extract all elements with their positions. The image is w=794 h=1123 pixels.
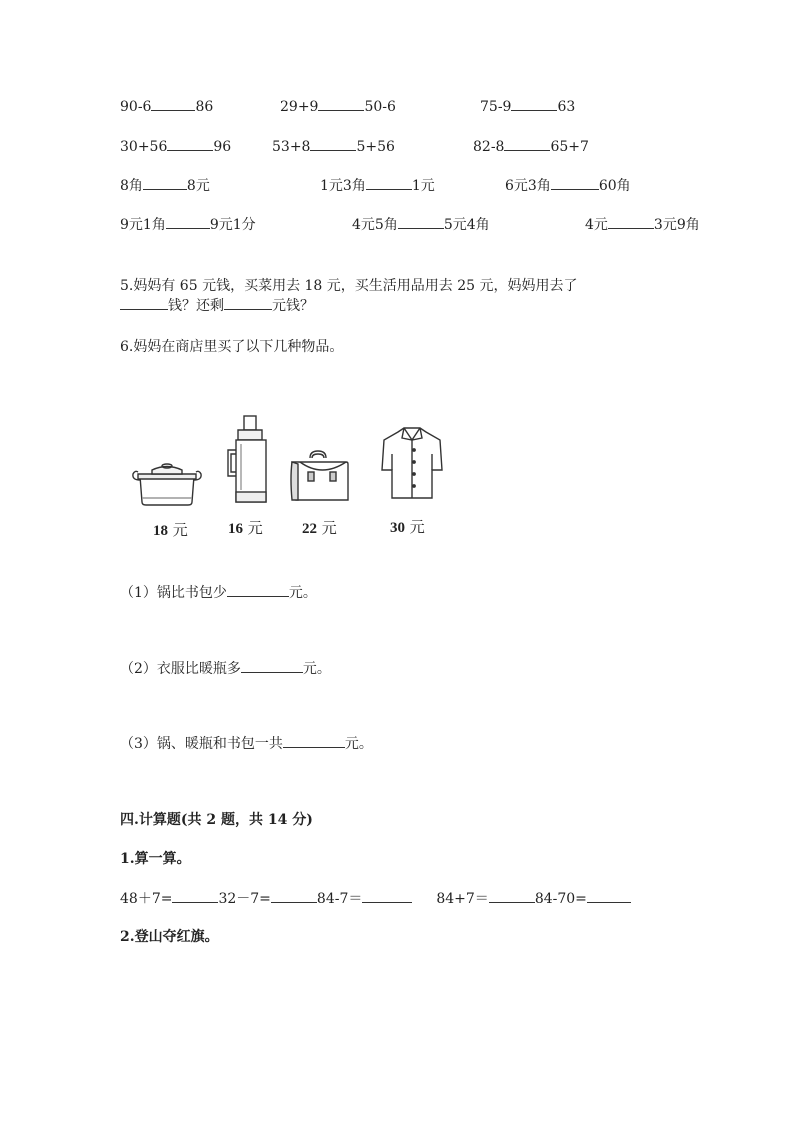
compare-row-1b bbox=[280, 98, 396, 116]
answer-blank[interactable] bbox=[366, 177, 412, 190]
answer-blank[interactable] bbox=[166, 216, 210, 229]
answer-blank[interactable] bbox=[511, 98, 557, 111]
compare-row-2c bbox=[473, 138, 589, 156]
answer-blank[interactable] bbox=[551, 177, 599, 190]
thermos-icon bbox=[224, 414, 270, 506]
q6-sub3 bbox=[120, 735, 373, 753]
expr: 4元5角 bbox=[352, 217, 398, 233]
sub3-text: （3）锅、暖瓶和书包一共 bbox=[120, 736, 283, 752]
answer-blank[interactable] bbox=[283, 735, 345, 748]
expr: 86 bbox=[195, 99, 214, 115]
price-unit: 元 bbox=[172, 521, 188, 539]
price-unit: 元 bbox=[409, 518, 425, 536]
calc-expr: 32－7= bbox=[218, 891, 271, 907]
expr: 75-9 bbox=[480, 99, 512, 115]
answer-blank[interactable] bbox=[608, 216, 654, 229]
price-pot bbox=[153, 519, 188, 540]
answer-blank[interactable] bbox=[489, 890, 535, 903]
compare-row-3 bbox=[120, 177, 210, 195]
calc-expr: 48＋7= bbox=[120, 891, 173, 907]
q6-sub2 bbox=[120, 660, 331, 678]
answer-blank[interactable] bbox=[224, 297, 272, 310]
answer-blank[interactable] bbox=[398, 216, 444, 229]
expr: 3元9角 bbox=[653, 217, 700, 233]
price-value: 30 bbox=[390, 520, 405, 536]
answer-blank[interactable] bbox=[143, 177, 187, 190]
expr: 1元3角 bbox=[320, 178, 366, 194]
answer-blank[interactable] bbox=[227, 584, 289, 597]
sub2-text: （2）衣服比暖瓶多 bbox=[120, 661, 241, 677]
expr: 82-8 bbox=[473, 139, 505, 155]
pot-icon bbox=[130, 458, 204, 508]
answer-blank[interactable] bbox=[241, 660, 303, 673]
answer-blank[interactable] bbox=[172, 890, 218, 903]
answer-blank[interactable] bbox=[318, 98, 364, 111]
expr: 30+56 bbox=[120, 139, 168, 155]
price-shirt bbox=[390, 516, 425, 537]
q6-title: 6.妈妈在商店里买了以下几种物品。 bbox=[120, 339, 344, 355]
expr: 1元 bbox=[411, 178, 435, 194]
answer-blank[interactable] bbox=[167, 138, 213, 151]
sub1-unit: 元。 bbox=[288, 585, 317, 601]
expr: 9元1角 bbox=[120, 217, 166, 233]
price-unit: 元 bbox=[321, 519, 337, 537]
expr: 29+9 bbox=[280, 99, 319, 115]
expr: 6元3角 bbox=[505, 178, 551, 194]
answer-blank[interactable] bbox=[504, 138, 550, 151]
calc-expr: 84-7＝ bbox=[316, 891, 363, 907]
expr: 53+8 bbox=[272, 139, 311, 155]
compare-row-2b bbox=[272, 138, 395, 156]
compare-row-3b bbox=[320, 177, 435, 195]
section-heading: 四.计算题(共 2 题，共 14 分) bbox=[120, 812, 313, 828]
compare-row-4 bbox=[120, 216, 256, 234]
expr: 8元 bbox=[186, 178, 210, 194]
price-thermos bbox=[228, 517, 263, 538]
compare-row-3c bbox=[505, 177, 631, 195]
expr: 65+7 bbox=[550, 139, 589, 155]
calc-expr: 84+7＝ bbox=[436, 891, 489, 907]
expr: 8角 bbox=[120, 178, 143, 194]
compare-row-4b bbox=[352, 216, 490, 234]
q5-text-a: 钱？还剩 bbox=[168, 298, 224, 314]
sub2-unit: 元。 bbox=[302, 661, 331, 677]
q2-title: 2.登山夺红旗。 bbox=[120, 929, 219, 945]
answer-blank[interactable] bbox=[587, 890, 631, 903]
calc-expr: 84-70= bbox=[534, 891, 587, 907]
price-schoolbag bbox=[302, 517, 337, 538]
sub1-text: （1）锅比书包少 bbox=[120, 585, 227, 601]
q6-sub1 bbox=[120, 584, 317, 602]
answer-blank[interactable] bbox=[362, 890, 412, 903]
q1-title: 1.算一算。 bbox=[120, 851, 191, 867]
expr: 5元4角 bbox=[443, 217, 490, 233]
compare-row-4c bbox=[585, 216, 700, 234]
q5-text-b: 元钱？ bbox=[272, 298, 314, 314]
q1-exprs bbox=[120, 890, 631, 908]
answer-blank[interactable] bbox=[310, 138, 356, 151]
q5-line2 bbox=[120, 297, 314, 315]
q5-line1: 5.妈妈有 65 元钱，买菜用去 18 元，买生活用品用去 25 元，妈妈用去了 bbox=[120, 278, 578, 294]
answer-blank[interactable] bbox=[120, 297, 168, 310]
expr: 4元 bbox=[585, 217, 608, 233]
answer-blank[interactable] bbox=[151, 98, 195, 111]
answer-blank[interactable] bbox=[271, 890, 317, 903]
compare-row-2 bbox=[120, 138, 231, 156]
expr: 60角 bbox=[598, 178, 631, 194]
compare-row-1c bbox=[480, 98, 575, 116]
price-unit: 元 bbox=[247, 519, 263, 537]
compare-row-1 bbox=[120, 98, 213, 116]
price-value: 18 bbox=[153, 523, 168, 539]
expr: 96 bbox=[213, 139, 232, 155]
sub3-unit: 元。 bbox=[344, 736, 373, 752]
price-value: 16 bbox=[228, 521, 243, 537]
shirt-icon bbox=[380, 424, 444, 500]
expr: 9元1分 bbox=[209, 217, 256, 233]
expr: 90-6 bbox=[120, 99, 152, 115]
schoolbag-icon bbox=[288, 448, 350, 504]
expr: 50-6 bbox=[364, 99, 396, 115]
price-value: 22 bbox=[302, 521, 317, 537]
expr: 5+56 bbox=[356, 139, 395, 155]
expr: 63 bbox=[557, 99, 576, 115]
